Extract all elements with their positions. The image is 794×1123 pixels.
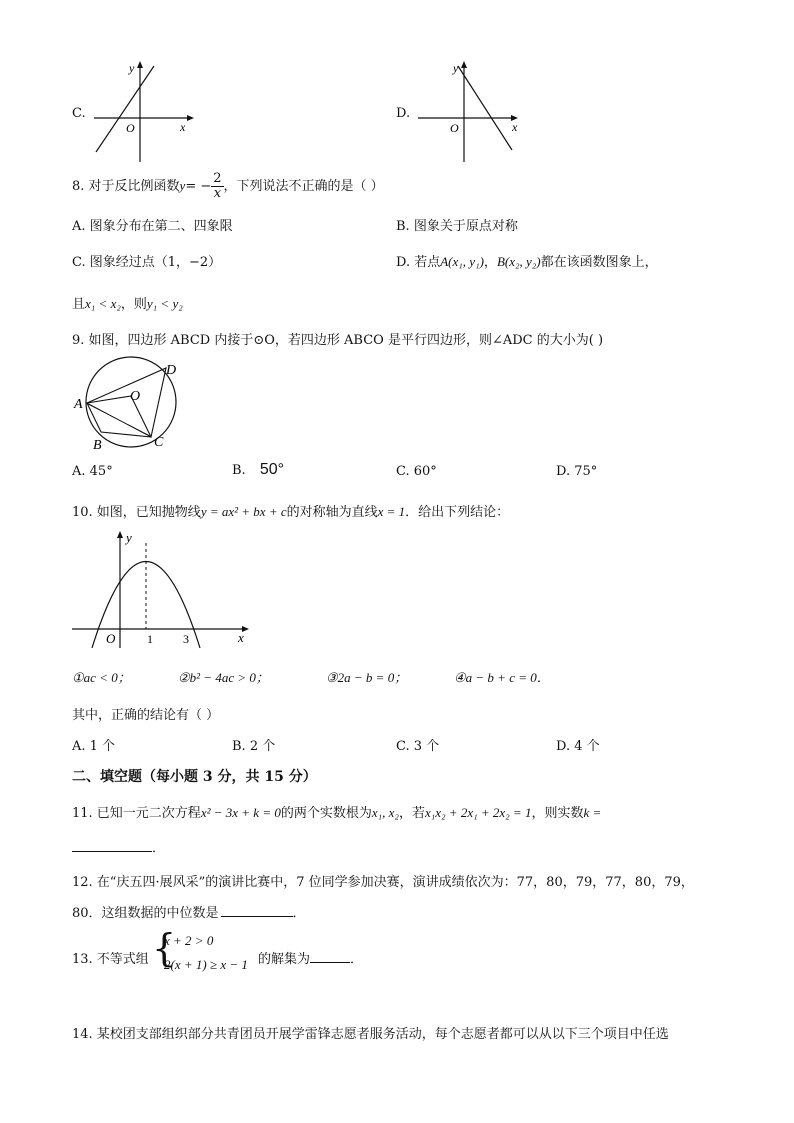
- q11-stem-text4: ，则实数: [531, 806, 584, 821]
- q8-option-a: A. 图象分布在第二、四象限: [72, 219, 233, 234]
- q11-roots: x₁, x₂: [371, 805, 399, 820]
- q9-option-d: D. 75°: [556, 464, 598, 479]
- q13-end: ．: [350, 952, 364, 967]
- q10-stem-text: 10. 如图，已知抛物线: [72, 505, 201, 520]
- x-label: x: [238, 630, 244, 645]
- q9-option-b: [232, 461, 284, 479]
- q8-point-a: A(x₁, y₁): [440, 254, 484, 269]
- q11-answer-blank[interactable]: [72, 837, 152, 852]
- q8-cond2: y₁ < y₂: [146, 296, 183, 311]
- q13-stem-tail: [258, 948, 363, 967]
- q10-conclusion-2: ②b² − 4ac > 0；: [178, 670, 269, 685]
- q8-option-d-text: D. 若点: [396, 255, 441, 270]
- y-label: y: [453, 61, 459, 75]
- q8-stem: [72, 170, 384, 210]
- q11-answer-line: [72, 837, 165, 856]
- q10-conclusion-3: ③2a − b = 0；: [326, 670, 408, 685]
- q8-func-eq: = −: [185, 179, 212, 194]
- x-label: x: [180, 120, 186, 134]
- q8-option-d: [396, 251, 658, 270]
- q8-cont-text: 且: [72, 297, 86, 312]
- q11-stem-text3: ，若: [398, 806, 425, 821]
- q13-stem: 13. 不等式组: [72, 952, 149, 967]
- q10-axis-eq: x = 1: [377, 504, 406, 519]
- q8-comma: ，: [483, 255, 497, 270]
- x-axis-arrow: [187, 115, 194, 121]
- q10-question: 其中，正确的结论有（ ）: [72, 708, 220, 723]
- q8-option-c: C. 图象经过点（1，−2）: [72, 255, 222, 270]
- q11-stem-text2: 的两个实数根为: [280, 806, 372, 821]
- q10-stem-text2: 的对称轴为直线: [286, 505, 378, 520]
- q8-point-b: B(x₂, y₂): [496, 254, 541, 269]
- q8-frac-den: x: [213, 186, 222, 201]
- q10-conclusion-1: ①ac < 0；: [72, 670, 131, 685]
- q10-stem-text3: ．给出下列结论：: [405, 505, 510, 520]
- q11-k: k =: [583, 805, 602, 820]
- x-label: x: [512, 120, 518, 134]
- q12-end: ．: [292, 906, 306, 921]
- origin-label: O: [450, 121, 459, 135]
- q12-stem-line2: [72, 902, 306, 921]
- label-b: B: [93, 438, 102, 453]
- q11-equation: x² − 3x + k = 0: [200, 805, 281, 820]
- q10-parabola-graph: [70, 528, 254, 652]
- line-graph: [458, 66, 512, 150]
- q8-frac-num: 2: [213, 171, 222, 186]
- q8-option-d-tail: 都在该函数图象上，: [540, 255, 658, 270]
- q12-answer-blank[interactable]: [221, 902, 293, 917]
- q10-option-b: B. 2 个: [232, 739, 276, 754]
- q11-condition: x₁x₂ + 2x₁ + 2x₂ = 1: [424, 805, 532, 820]
- origin-label: O: [126, 121, 135, 135]
- q14-stem: 14. 某校团支部组织部分共青团员开展学雷锋志愿者服务活动，每个志愿者都可以从以下三个项目中任选: [72, 1027, 669, 1042]
- q13-inequality-1: x + 2 > 0: [164, 933, 214, 948]
- label-o: O: [130, 389, 141, 404]
- q8-option-b: B. 图象关于原点对称: [396, 219, 518, 234]
- q9-option-b-label: B.: [232, 463, 246, 478]
- q10-parabola-eq: y = ax² + bx + c: [200, 504, 287, 519]
- q10-option-d: D. 4 个: [556, 739, 600, 754]
- label-a: A: [74, 397, 83, 412]
- q10-option-a: A. 1 个: [72, 739, 116, 754]
- y-label: y: [129, 61, 135, 75]
- q13-answer-blank[interactable]: [310, 948, 350, 963]
- q13-inequality-2: 2(x + 1) ≥ x − 1: [164, 957, 248, 972]
- q8-stem-tail: ，下列说法不正确的是（ ）: [223, 179, 384, 194]
- label-d: D: [166, 363, 177, 378]
- q9-stem: 9. 如图，四边形 ABCD 内接于⊙O，若四边形 ABCO 是平行四边形，则∠ADC 的大小为( ): [72, 333, 604, 348]
- q9-option-a: A. 45°: [72, 464, 113, 479]
- q10-conclusion-4: ④a − b + c = 0．: [454, 670, 550, 685]
- q12-stem: 12. 在“庆五四·展风采”的演讲比赛中，7 位同学参加决赛，演讲成绩依次为：77，80，79，77，80，79，: [72, 875, 694, 890]
- q10-stem: [72, 501, 509, 520]
- q9-circle-figure: [70, 352, 190, 456]
- q11-stem: [72, 802, 601, 821]
- q7-option-d-graph: [414, 58, 526, 164]
- y-axis-arrow: [137, 61, 143, 68]
- origin-label: O: [106, 631, 116, 646]
- q8-fraction: [211, 172, 223, 201]
- label-c: C: [154, 435, 164, 450]
- q11-end: ．: [152, 841, 166, 856]
- q7-option-d-label: D.: [396, 106, 411, 121]
- tick-1: 1: [147, 632, 153, 646]
- q13-stem-text: 的解集为: [258, 952, 311, 967]
- line-graph: [96, 66, 154, 152]
- q7-option-c-label: C.: [72, 106, 86, 121]
- q8-stem-text: 8. 对于反比例函数: [72, 179, 180, 194]
- q9-option-c: C. 60°: [396, 464, 437, 479]
- q13-brace: {: [152, 926, 177, 970]
- y-label: y: [126, 530, 132, 545]
- q9-option-b-value: 50°: [259, 461, 285, 478]
- section-heading: 二、填空题（每小题 3 分，共 15 分）: [72, 769, 317, 785]
- q8-func-y: y: [179, 178, 186, 193]
- q7-option-c-graph: [88, 58, 200, 164]
- tick-3: 3: [183, 632, 189, 646]
- q8-cont-text2: ，则: [120, 297, 147, 312]
- q8-option-d-continuation: [72, 293, 183, 312]
- y-axis-arrow: [117, 531, 123, 538]
- y-axis-arrow: [461, 61, 467, 68]
- q11-stem-text: 11. 已知一元二次方程: [72, 806, 201, 821]
- q12-stem-text: 80．这组数据的中位数是: [72, 906, 219, 921]
- q10-option-c: C. 3 个: [396, 739, 440, 754]
- q8-cond1: x₁ < x₂: [85, 296, 121, 311]
